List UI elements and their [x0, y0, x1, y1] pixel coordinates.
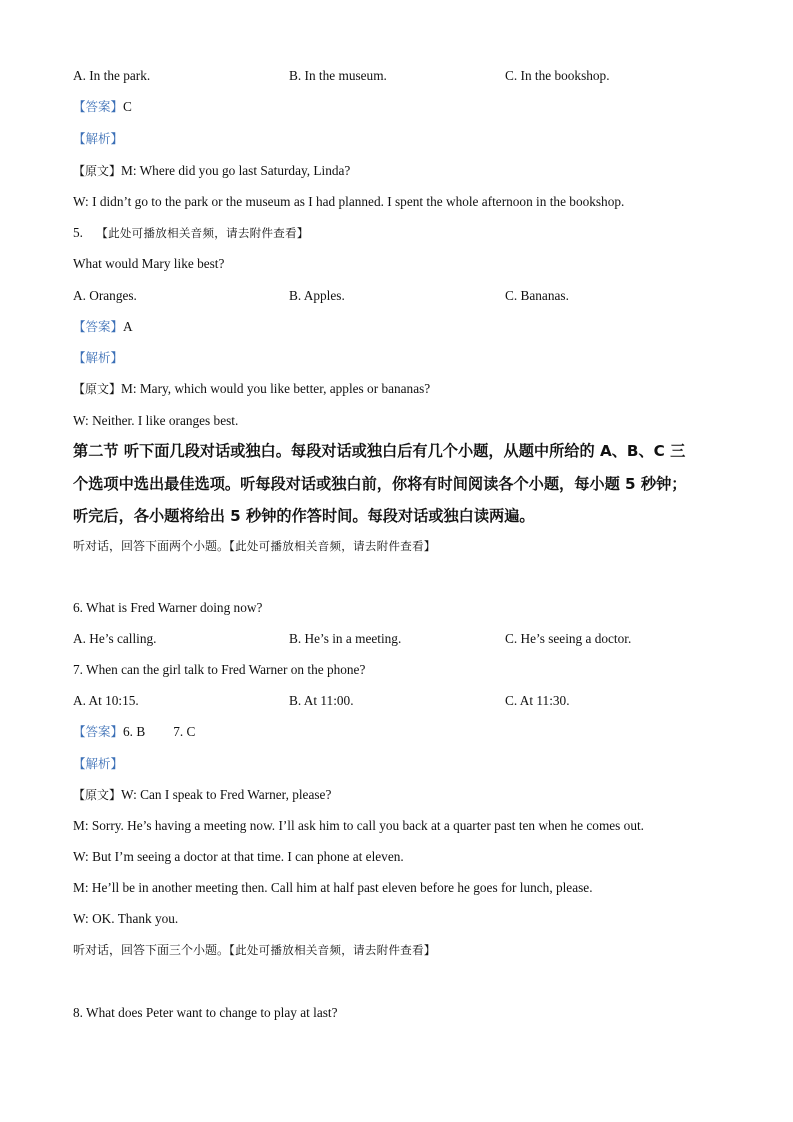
- answer-7: 7. C: [173, 724, 196, 739]
- analysis-tag: 【解析】: [73, 131, 124, 146]
- q4-transcript-line-2: W: I didn’t go to the park or the museum as I had planned. I spent the whole afternoon in the bookshop.: [73, 194, 625, 209]
- q4-answer: [73, 98, 132, 116]
- q5-transcript-line-2: W: Neither. I like oranges best.: [73, 413, 239, 428]
- answer-6: 6. B: [123, 724, 146, 739]
- section2-heading-line-2: 个选项中选出最佳选项。听每段对话或独白前，你将有时间阅读各个小题，每小题 5 秒钟；: [73, 475, 687, 493]
- original-tag: 【原文】: [73, 164, 122, 178]
- instruction-text: 听对话，回答下面三个小题。: [73, 943, 230, 957]
- q6-option-c: C. He’s seeing a doctor.: [505, 631, 632, 646]
- transcript-text: M: Mary, which would you like better, apples or bananas?: [121, 381, 431, 396]
- q5-option-b: B. Apples.: [289, 288, 345, 303]
- section2-heading-line-3: 听完后，各小题将给出 5 秒钟的作答时间。每段对话或独白读两遍。: [73, 507, 535, 525]
- section2-heading-line-1: 第二节 听下面几段对话或独白。每段对话或独白后有几个小题，从题中所给的 A、B、C 三: [73, 442, 686, 460]
- q4-transcript-line-1: [73, 162, 350, 180]
- group1-transcript-line-4: M: He’ll be in another meeting then. Call him at half past eleven before he goes for lunch, please.: [73, 880, 593, 895]
- audio-note: 【此处可播放相关音频，请去附件查看】: [229, 539, 436, 553]
- q6-option-b: B. He’s in a meeting.: [289, 631, 402, 646]
- answer-tag: 【答案】: [73, 99, 124, 114]
- q5-number: 5.: [73, 225, 83, 240]
- original-tag: 【原文】: [73, 382, 122, 396]
- transcript-text: W: Can I speak to Fred Warner, please?: [121, 787, 332, 802]
- analysis-tag: 【解析】: [73, 350, 124, 365]
- q7-option-c: C. At 11:30.: [505, 693, 570, 708]
- q5-option-a: A. Oranges.: [73, 288, 137, 303]
- group2-instruction: [73, 941, 436, 959]
- q4-option-a: A. In the park.: [73, 68, 151, 83]
- instruction-text: 听对话，回答下面两个小题。: [73, 539, 230, 553]
- q5-header: [73, 224, 309, 242]
- group1-answer: [73, 723, 195, 741]
- q5-answer: [73, 318, 133, 336]
- q4-option-c: C. In the bookshop.: [505, 68, 610, 83]
- q6-question: 6. What is Fred Warner doing now?: [73, 600, 263, 615]
- group1-transcript-line-1: [73, 786, 331, 804]
- transcript-text: M: Where did you go last Saturday, Linda?: [121, 163, 351, 178]
- group1-analysis: [73, 755, 123, 773]
- q7-question: 7. When can the girl talk to Fred Warner on the phone?: [73, 662, 366, 677]
- answer-value: A: [123, 319, 133, 334]
- audio-note: 【此处可播放相关音频，请去附件查看】: [96, 226, 309, 240]
- group1-instruction: [73, 537, 436, 555]
- q5-option-c: C. Bananas.: [505, 288, 569, 303]
- q5-analysis: [73, 349, 123, 367]
- group1-transcript-line-2: M: Sorry. He’s having a meeting now. I’ll ask him to call you back at a quarter past ten when he comes out.: [73, 818, 644, 833]
- q5-transcript-line-1: [73, 380, 430, 398]
- q4-option-b: B. In the museum.: [289, 68, 387, 83]
- answer-tag: 【答案】: [73, 724, 124, 739]
- q8-question: 8. What does Peter want to change to play at last?: [73, 1005, 338, 1020]
- audio-note: 【此处可播放相关音频，请去附件查看】: [229, 943, 436, 957]
- original-tag: 【原文】: [73, 788, 122, 802]
- q7-option-b: B. At 11:00.: [289, 693, 354, 708]
- q6-option-a: A. He’s calling.: [73, 631, 157, 646]
- answer-tag: 【答案】: [73, 319, 124, 334]
- group1-transcript-line-5: W: OK. Thank you.: [73, 911, 179, 926]
- answer-value: C: [123, 99, 132, 114]
- q5-question: What would Mary like best?: [73, 256, 225, 271]
- q4-analysis: [73, 130, 123, 148]
- q7-option-a: A. At 10:15.: [73, 693, 139, 708]
- group1-transcript-line-3: W: But I’m seeing a doctor at that time. I can phone at eleven.: [73, 849, 404, 864]
- analysis-tag: 【解析】: [73, 756, 124, 771]
